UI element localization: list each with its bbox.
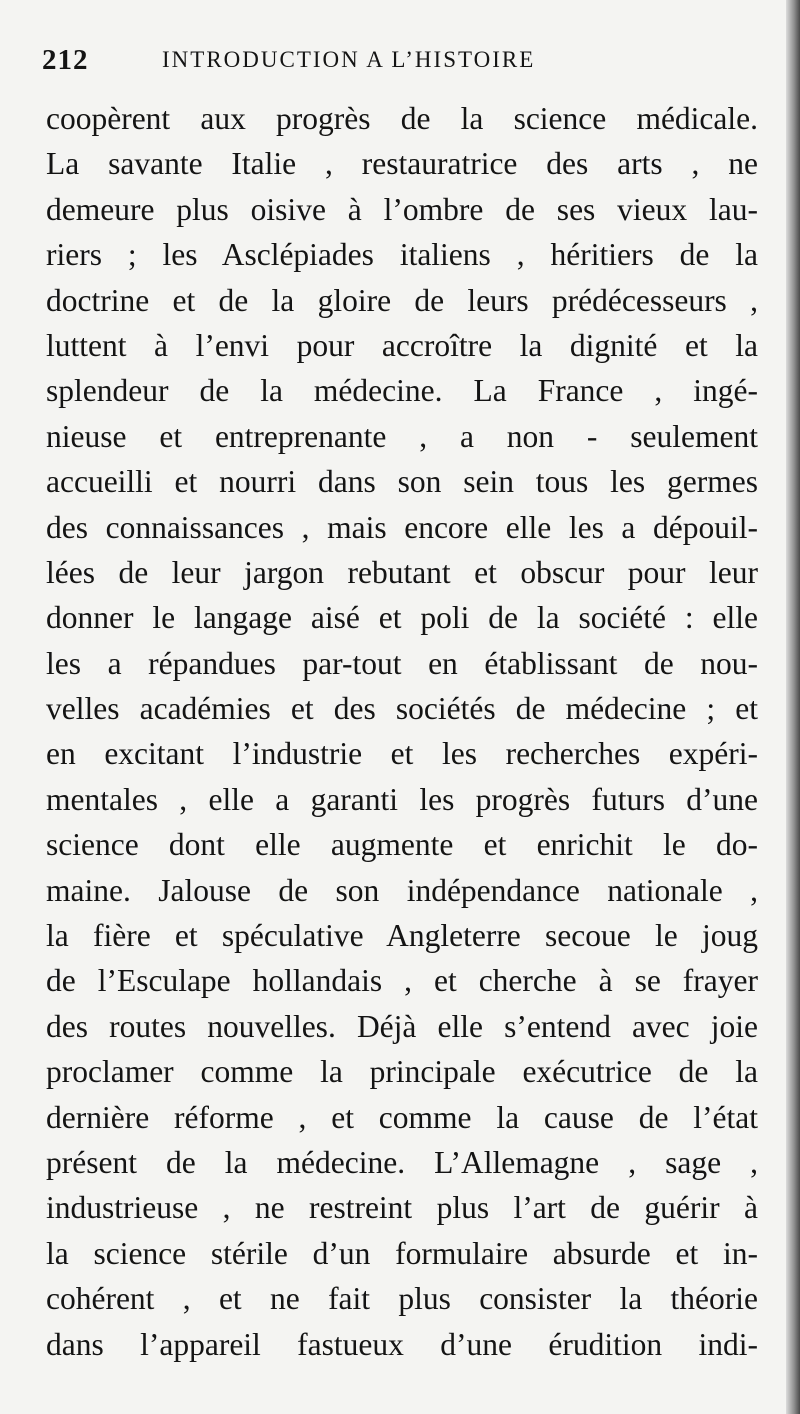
text-line: de l’Esculape hollandais , et cherche à se frayer [46, 963, 758, 999]
text-line: splendeur de la médecine. La France , ingé- [46, 373, 758, 409]
text-line: industrieuse , ne restreint plus l’art de guérir à [46, 1190, 758, 1226]
text-line: donner le langage aisé et poli de la société : elle [46, 600, 758, 636]
text-line: doctrine et de la gloire de leurs prédécesseurs , [46, 282, 758, 318]
text-line: La savante Italie , restauratrice des arts , ne [46, 146, 758, 182]
text-line: luttent à l’envi pour accroître la dignité et la [46, 327, 758, 363]
text-line: velles académies et des sociétés de médecine ; et [46, 691, 758, 727]
text-line: présent de la médecine. L’Allemagne , sage , [46, 1144, 758, 1180]
text-line: lées de leur jargon rebutant et obscur pour leur [46, 554, 758, 590]
text-line: dans l’appareil fastueux d’une érudition indi- [46, 1326, 758, 1362]
text-line: des routes nouvelles. Déjà elle s’entend avec joie [46, 1008, 758, 1044]
page-number: 212 [42, 44, 89, 76]
text-line: demeure plus oisive à l’ombre de ses vieux lau- [46, 191, 758, 227]
body-text [46, 96, 758, 1367]
text-line: nieuse et entreprenante , a non - seulement [46, 418, 758, 454]
text-line: mentales , elle a garanti les progrès futurs d’une [46, 781, 758, 817]
text-line: en excitant l’industrie et les recherches expéri- [46, 736, 758, 772]
page-header [42, 44, 742, 84]
text-line: coopèrent aux progrès de la science médicale. [46, 101, 758, 136]
running-head: INTRODUCTION A L’HISTOIRE [162, 47, 536, 72]
text-line: la science stérile d’un formulaire absurde et in- [46, 1235, 758, 1271]
text-line: maine. Jalouse de son indépendance nationale , [46, 872, 758, 908]
text-line: des connaissances , mais encore elle les a dépouil- [46, 509, 758, 545]
text-line: la fière et spéculative Angleterre secoue le joug [46, 918, 758, 954]
text-line: accueilli et nourri dans son sein tous les germes [46, 464, 758, 500]
text-line: proclamer comme la principale exécutrice de la [46, 1054, 758, 1090]
text-line: dernière réforme , et comme la cause de l’état [46, 1099, 758, 1135]
page-edge-shadow [786, 0, 800, 1414]
text-line: riers ; les Asclépiades italiens , héritiers de la [46, 237, 758, 273]
text-line: cohérent , et ne fait plus consister la théorie [46, 1281, 758, 1317]
text-line: science dont elle augmente et enrichit le do- [46, 827, 758, 863]
text-line: les a répandues par-tout en établissant de nou- [46, 645, 758, 681]
